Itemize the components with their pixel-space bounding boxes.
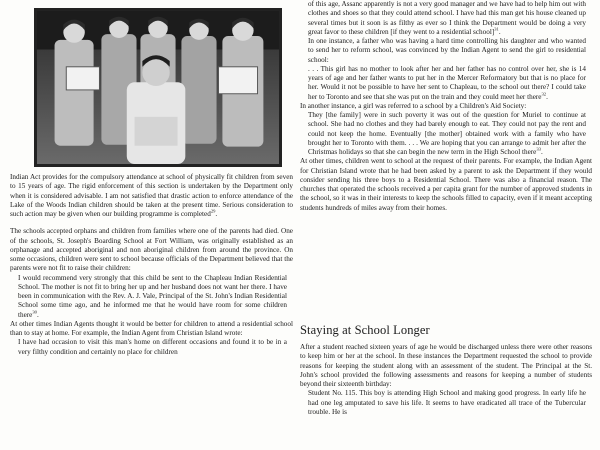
right-column (300, 0, 592, 450)
paragraph: At other times, children went to school at the request of their parents. For example, the Indian Agent for Christian Island wrote that he had been asked by a parent to ask the Department if they would consider sending his three boys to a Residential School. There was also a financial reason. The churches that operated the schools received a per capita grant for the number of approved students in the school, so it was in their interests to keep the schools filled to capacity, even if it meant accepting students hundreds of miles away from their homes. (300, 157, 592, 212)
footnote-ref: 30 (32, 309, 37, 315)
block-quote: I would recommend very strongly that this child be sent to the Chapleau Indian Residential School. The mother is not fit to bring her up and her husband does not want her there. I have been in communication with the Rev. A. J. Vale, Principal of the St. John's Indian Residential School some time ago, and he informed me that he would have room for some children there$^{30}$. (18, 273, 287, 319)
paragraph: In one instance, a father who was having a hard time controlling his daughter and who wanted to send her to reform school, was convinced by the Indian Agent to send the girl to residential school: (308, 37, 586, 64)
section-heading: Staying at School Longer (300, 323, 430, 337)
block-quote: I have had occasion to visit this man's home on different occasions and found it to be in a very filthy condition and certainly no place for children (18, 338, 287, 356)
footnote-ref: 31 (494, 26, 499, 32)
block-quote: Student No. 115. This boy is attending High School and making good progress. In early life he had one leg amputated to save his life. It seems to have eradicated all trace of the Tubercular trouble. He is (308, 389, 586, 416)
block-quote: They [the family] were in such poverty it was out of the question for Muriel to continue at school. She had no clothes and they had barely enough to eat. They could not pay the rent and could not keep the home. Eventually [the mother] obtained work with a family who have brought her to Toronto with them. . . . We are hoping that you can arrange to admit her after the Christmas holidays so that she can begin the new term in the High School there$^{33}$. (308, 111, 586, 156)
right-body-text (300, 0, 592, 213)
section-body-text (300, 343, 592, 417)
footnote-ref: 32 (541, 91, 547, 97)
paragraph: After a student reached sixteen years of age he would be discharged unless there were other reasons to keep him or her at the school. In these instances the Department requested the school to provide reasons for keeping the student along with an assessment of the student. The Principal at the St. John's school provided the following assessments and reasons for keeping a number of students beyond their sixteenth birthday: (300, 343, 592, 388)
footnote-ref: 29 (210, 208, 216, 214)
block-quote: of this age, Assanc apparently is not a very good manager and we have had to help him out with clothes and shoes so that they could attend school. I have had this man get his house cleaned up several times but it soon is as filthy as ever so I think the Department would be doing a very great favor to these children [if they went to a residential school]$^{31}$. (308, 0, 586, 36)
block-quote: . . . This girl has no mother to look after her and her father has no control over her, she is 14 years of age and her father wants to put her in the Mercer Reformatory but that is no place for her. Would it not be possible to have her sent to Chapleau, to the school out there? I could take her to Toronto and see that she was put on the train and they could meet her there$^{32}$. (308, 64, 586, 101)
paragraph: In another instance, a girl was referred to a school by a Children's Aid Society: (300, 101, 527, 110)
paragraph: The schools accepted orphans and children from families where one of the parents had died. One of the schools, St. Joseph's Boarding School at Fort William, was originally established as an orphanage and accepted aboriginal and non aboriginal children from around the province. On some occasions, children were sent to school because officials of the Department believed that the parents were not fit to raise their children: (10, 227, 293, 273)
photo-image (37, 11, 279, 164)
group-photo (34, 8, 282, 167)
footnote-ref: 33 (536, 146, 541, 152)
paragraph: At other times Indian Agents thought it would be better for children to attend a residential school than to stay at home. For example, the Indian Agent from Christian Island wrote: (10, 319, 293, 337)
left-column (10, 0, 293, 450)
paragraph: Indian Act provides for the compulsory attendance at school of physically fit children from seven to 15 years of age. The rigid enforcement of this section is undertaken by the Department only when it is considered advisable. I am not satisfied that drastic action to enforce attendance of the Lake of the Woods Indian children should be taken at the present time. Serious consideration to such action may be given when our building programme is completed$^{29}$. (10, 173, 293, 218)
left-body-text (10, 173, 293, 357)
